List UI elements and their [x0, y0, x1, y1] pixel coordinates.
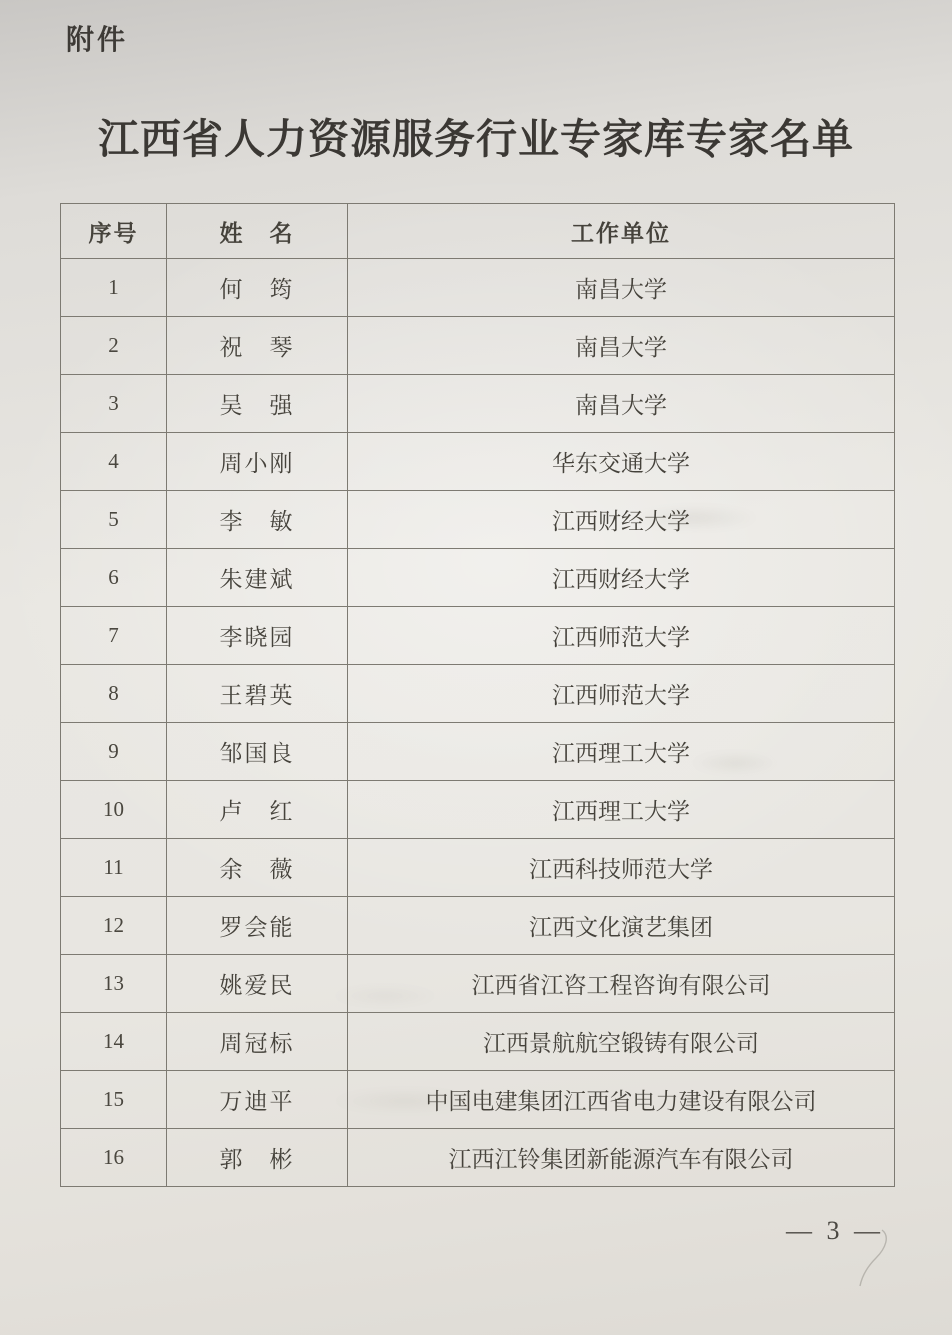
cell-name: 祝 琴	[167, 317, 348, 375]
cell-no: 13	[61, 955, 167, 1013]
cell-no: 11	[61, 839, 167, 897]
cell-no: 8	[61, 665, 167, 723]
table-row	[61, 317, 895, 375]
header-cell-org: 工作单位	[348, 204, 895, 259]
table-row	[61, 549, 895, 607]
cell-name: 朱建斌	[167, 549, 348, 607]
page-title: 江西省人力资源服务行业专家库专家名单	[98, 116, 854, 162]
cell-org: 江西江铃集团新能源汽车有限公司	[348, 1129, 895, 1187]
table-row	[61, 897, 895, 955]
cell-name: 邹国良	[167, 723, 348, 781]
cell-name: 余 薇	[167, 839, 348, 897]
cell-name: 李晓园	[167, 607, 348, 665]
cell-org: 江西景航航空锻铸有限公司	[348, 1013, 895, 1071]
cell-name: 罗会能	[167, 897, 348, 955]
cell-no: 6	[61, 549, 167, 607]
cell-name: 何 筠	[167, 259, 348, 317]
cell-org: 南昌大学	[348, 317, 895, 375]
cell-no: 10	[61, 781, 167, 839]
cell-no: 3	[61, 375, 167, 433]
experts-table	[60, 203, 895, 1187]
cell-org: 江西财经大学	[348, 549, 895, 607]
table-row	[61, 1129, 895, 1187]
cell-no: 2	[61, 317, 167, 375]
cell-name: 周冠标	[167, 1013, 348, 1071]
page-number: — 3 —	[786, 1216, 884, 1245]
cell-name: 王碧英	[167, 665, 348, 723]
cell-no: 1	[61, 259, 167, 317]
table-row	[61, 375, 895, 433]
cell-no: 9	[61, 723, 167, 781]
table-row	[61, 955, 895, 1013]
cell-name: 李 敏	[167, 491, 348, 549]
cell-no: 5	[61, 491, 167, 549]
cell-org: 江西财经大学	[348, 491, 895, 549]
cell-name: 卢 红	[167, 781, 348, 839]
cell-no: 14	[61, 1013, 167, 1071]
cell-org: 南昌大学	[348, 375, 895, 433]
cell-org: 江西科技师范大学	[348, 839, 895, 897]
attachment-label: 附件	[66, 24, 129, 55]
cell-org: 中国电建集团江西省电力建设有限公司	[348, 1071, 895, 1129]
header-cell-name: 姓 名	[167, 204, 348, 259]
cell-name: 万迪平	[167, 1071, 348, 1129]
table-row	[61, 723, 895, 781]
cell-no: 15	[61, 1071, 167, 1129]
table-row	[61, 607, 895, 665]
cell-org: 南昌大学	[348, 259, 895, 317]
table-row	[61, 781, 895, 839]
table-row	[61, 1013, 895, 1071]
table-row	[61, 259, 895, 317]
table-row	[61, 665, 895, 723]
cell-org: 江西理工大学	[348, 781, 895, 839]
table-row	[61, 839, 895, 897]
cell-no: 7	[61, 607, 167, 665]
table-row	[61, 433, 895, 491]
cell-org: 江西理工大学	[348, 723, 895, 781]
table-row	[61, 1071, 895, 1129]
cell-no: 12	[61, 897, 167, 955]
cell-org: 江西省江咨工程咨询有限公司	[348, 955, 895, 1013]
cell-name: 吴 强	[167, 375, 348, 433]
cell-no: 4	[61, 433, 167, 491]
cell-name: 姚爱民	[167, 955, 348, 1013]
table-row	[61, 491, 895, 549]
cell-org: 华东交通大学	[348, 433, 895, 491]
cell-name: 周小刚	[167, 433, 348, 491]
header-cell-no: 序号	[61, 204, 167, 259]
table-header-row	[61, 204, 895, 259]
cell-name: 郭 彬	[167, 1129, 348, 1187]
cell-org: 江西师范大学	[348, 665, 895, 723]
cell-org: 江西师范大学	[348, 607, 895, 665]
cell-org: 江西文化演艺集团	[348, 897, 895, 955]
cell-no: 16	[61, 1129, 167, 1187]
